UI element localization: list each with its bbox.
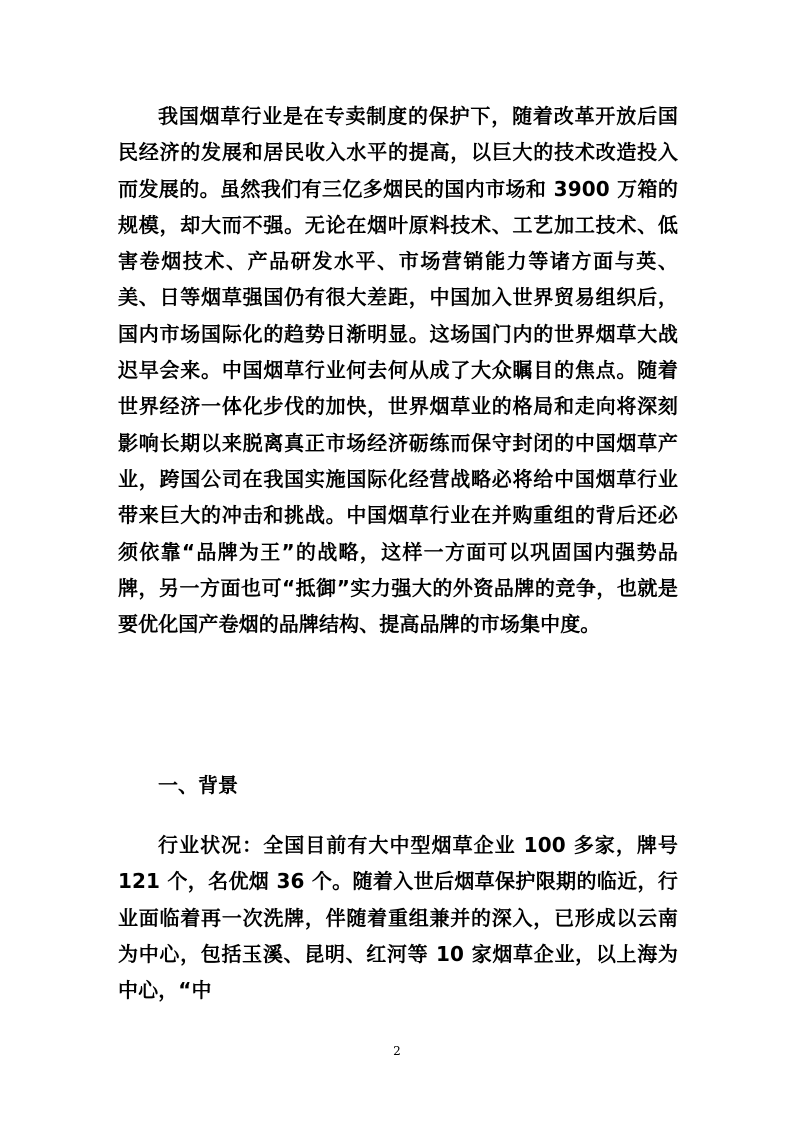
- page-number: 2: [393, 1044, 401, 1058]
- section-heading-background: 一、背景: [158, 773, 238, 797]
- body-paragraph-industry-status: 行业状况：全国目前有大中型烟草企业 100 多家，牌号 121 个，名优烟 36 个。随着入世后烟草保护限期的临近，行业面临着再一次洗牌，伴随着重组兼并的深入，已形成以云南为中心，包括玉溪、昆明、红河等 10 家烟草企业，以上海为中心，“中: [118, 833, 678, 1003]
- body-paragraph-intro: 我国烟草行业是在专卖制度的保护下，随着改革开放后国民经济的发展和居民收入水平的提高，以巨大的技术改造投入而发展的。虽然我们有三亿多烟民的国内市场和 3900 万箱的规模，却大而不强。无论在烟叶原料技术、工艺加工技术、低害卷烟技术、产品研发水平、市场营销能力等诸方面与英、美、日等烟草强国仍有很大差距，中国加入世界贸易组织后，国内市场国际化的趋势日渐明显。这场国门内的世界烟草大战迟早会来。中国烟草行业何去何从成了大众瞩目的焦点。随着世界经济一体化步伐的加快，世界烟草业的格局和走向将深刻影响长期以来脱离真正市场经济砺练而保守封闭的中国烟草产业，跨国公司在我国实施国际化经营战略必将给中国烟草行业带来巨大的冲击和挑战。中国烟草行业在并购重组的背后还必须依靠“品牌为王”的战略，这样一方面可以巩固国内强势品牌，另一方面也可“抵御”实力强大的外资品牌的竞争，也就是要优化国产卷烟的品牌结构、提高品牌的市场集中度。: [118, 104, 678, 637]
